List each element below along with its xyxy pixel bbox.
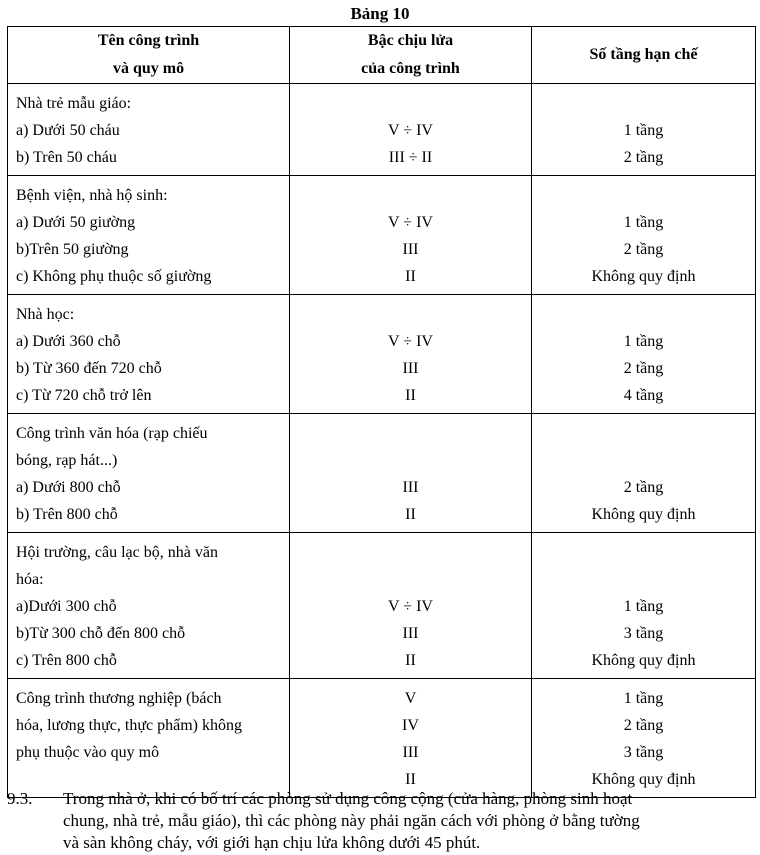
building-type-line: b) Trên 50 cháu [16, 149, 117, 166]
building-type-line: b) Từ 360 đến 720 chỗ [16, 360, 162, 377]
building-type-line: b) Trên 800 chỗ [16, 506, 118, 523]
fire-grade-value: II [405, 506, 416, 523]
fire-grade-value [290, 182, 531, 209]
table-row [8, 295, 756, 414]
fire-grade-value: II [405, 268, 416, 285]
fire-grade-value [290, 539, 531, 566]
building-type-line: hóa, lương thực, thực phẩm) không [16, 717, 242, 734]
floor-limit-cell [532, 176, 756, 295]
fire-grade-value: III [402, 744, 419, 761]
floor-limit-value: 2 tầng [623, 241, 664, 258]
fire-grade-value [290, 447, 531, 474]
building-type-line: bóng, rạp hát...) [16, 452, 118, 469]
building-type-line: b)Trên 50 giường [16, 241, 129, 258]
floor-limit-value: 1 tầng [623, 690, 664, 707]
fire-grade-value: III [402, 360, 419, 377]
fire-grade-value [290, 420, 531, 447]
paragraph-line: chung, nhà trẻ, mẫu giáo), thì các phòng này phải ngăn cách với phòng ở bằng tường [63, 811, 640, 830]
paragraph-line: Trong nhà ở, khi có bố trí các phòng sử dụng công cộng (cửa hàng, phòng sinh hoạt [63, 789, 633, 808]
building-type-line: Nhà trẻ mẫu giáo: [16, 95, 132, 112]
floor-limit-value: Không quy định [591, 771, 696, 788]
floor-limit-value: Không quy định [591, 652, 696, 669]
header-line: của công trình [361, 60, 460, 77]
fire-grade-value: V ÷ IV [388, 122, 433, 139]
fire-grade-value: V ÷ IV [388, 333, 433, 350]
floor-limit-value: Không quy định [591, 268, 696, 285]
floor-limit-cell [532, 414, 756, 533]
building-type-line: Nhà học: [16, 306, 75, 323]
fire-grade-value [290, 566, 531, 593]
floor-limit-value: 2 tầng [623, 717, 664, 734]
building-type-line: c) Trên 800 chỗ [16, 652, 117, 669]
building-type-cell [8, 176, 290, 295]
floor-limit-value [532, 566, 755, 593]
floor-limit-cell [532, 533, 756, 679]
building-type-cell [8, 533, 290, 679]
header-floor-limit [532, 27, 756, 84]
floor-limit-value: 4 tầng [623, 387, 664, 404]
building-type-line: c) Không phụ thuộc số giường [16, 268, 212, 285]
fire-grade-cell [290, 679, 532, 798]
building-type-line: a) Dưới 800 chỗ [16, 479, 121, 496]
building-type-cell [8, 295, 290, 414]
floor-limit-value: Không quy định [591, 506, 696, 523]
fire-grade-value: III [402, 625, 419, 642]
table-row [8, 176, 756, 295]
fire-grade-value: V ÷ IV [388, 214, 433, 231]
floor-limit-value: 1 tầng [623, 598, 664, 615]
building-type-line: c) Từ 720 chỗ trở lên [16, 387, 152, 404]
building-type-line: a) Dưới 50 giường [16, 214, 136, 231]
floor-limit-value [532, 182, 755, 209]
header-line: và quy mô [112, 60, 185, 77]
table-header-row [8, 27, 756, 84]
building-type-line: Công trình thương nghiệp (bách [16, 690, 222, 707]
table-caption: Bảng 10 [350, 4, 410, 23]
floor-limit-value [532, 301, 755, 328]
fire-grade-value: III [402, 241, 419, 258]
fire-grade-value: II [405, 771, 416, 788]
fire-grade-cell [290, 533, 532, 679]
building-type-line: phụ thuộc vào quy mô [16, 744, 160, 761]
fire-grade-value [290, 301, 531, 328]
building-type-line: b)Từ 300 chỗ đến 800 chỗ [16, 625, 186, 642]
building-type-line: Hội trường, câu lạc bộ, nhà văn [16, 544, 218, 561]
floor-limit-value [532, 539, 755, 566]
building-type-line: a)Dưới 300 chỗ [16, 598, 117, 615]
floor-limit-value [532, 90, 755, 117]
header-line: Số tầng hạn chế [589, 46, 698, 63]
fire-grade-value [290, 90, 531, 117]
table-row [8, 533, 756, 679]
fire-grade-value: II [405, 387, 416, 404]
fire-grade-value: V [404, 690, 417, 707]
building-type-cell [8, 679, 290, 798]
fire-grade-value: III [402, 479, 419, 496]
paragraph-text [63, 788, 758, 854]
fire-grade-value: IV [402, 717, 419, 734]
table-row [8, 679, 756, 798]
building-type-cell [8, 84, 290, 176]
floor-limit-value [532, 420, 755, 447]
fire-grade-value: II [405, 652, 416, 669]
table-row [8, 414, 756, 533]
floor-limit-cell [532, 295, 756, 414]
fire-grade-value: III ÷ II [388, 149, 433, 166]
floor-limit-value: 2 tầng [623, 149, 664, 166]
fire-resistance-table [7, 26, 756, 798]
floor-limit-value: 2 tầng [623, 360, 664, 377]
paragraph-number: 9.3. [7, 789, 33, 808]
header-line: Bậc chịu lửa [367, 32, 454, 49]
floor-limit-value [532, 447, 755, 474]
floor-limit-cell [532, 84, 756, 176]
floor-limit-value: 1 tầng [623, 333, 664, 350]
fire-grade-cell [290, 295, 532, 414]
header-line: Tên công trình [97, 32, 200, 49]
floor-limit-value: 2 tầng [623, 479, 664, 496]
paragraph-line: và sàn không cháy, với giới hạn chịu lửa không dưới 45 phút. [63, 833, 481, 852]
building-type-line: a) Dưới 360 chỗ [16, 333, 121, 350]
building-type-line: Công trình văn hóa (rạp chiếu [16, 425, 208, 442]
floor-limit-value: 1 tầng [623, 214, 664, 231]
building-type-line: hóa: [16, 571, 44, 588]
fire-grade-cell [290, 176, 532, 295]
building-type-cell [8, 414, 290, 533]
fire-grade-cell [290, 414, 532, 533]
table-row [8, 84, 756, 176]
fire-grade-cell [290, 84, 532, 176]
floor-limit-value: 1 tầng [623, 122, 664, 139]
header-building-name [8, 27, 290, 84]
fire-grade-value: V ÷ IV [388, 598, 433, 615]
building-type-line: a) Dưới 50 cháu [16, 122, 120, 139]
floor-limit-cell [532, 679, 756, 798]
building-type-line: Bệnh viện, nhà hộ sinh: [16, 187, 168, 204]
header-fire-grade [290, 27, 532, 84]
floor-limit-value: 3 tầng [623, 744, 664, 761]
floor-limit-value: 3 tầng [623, 625, 664, 642]
